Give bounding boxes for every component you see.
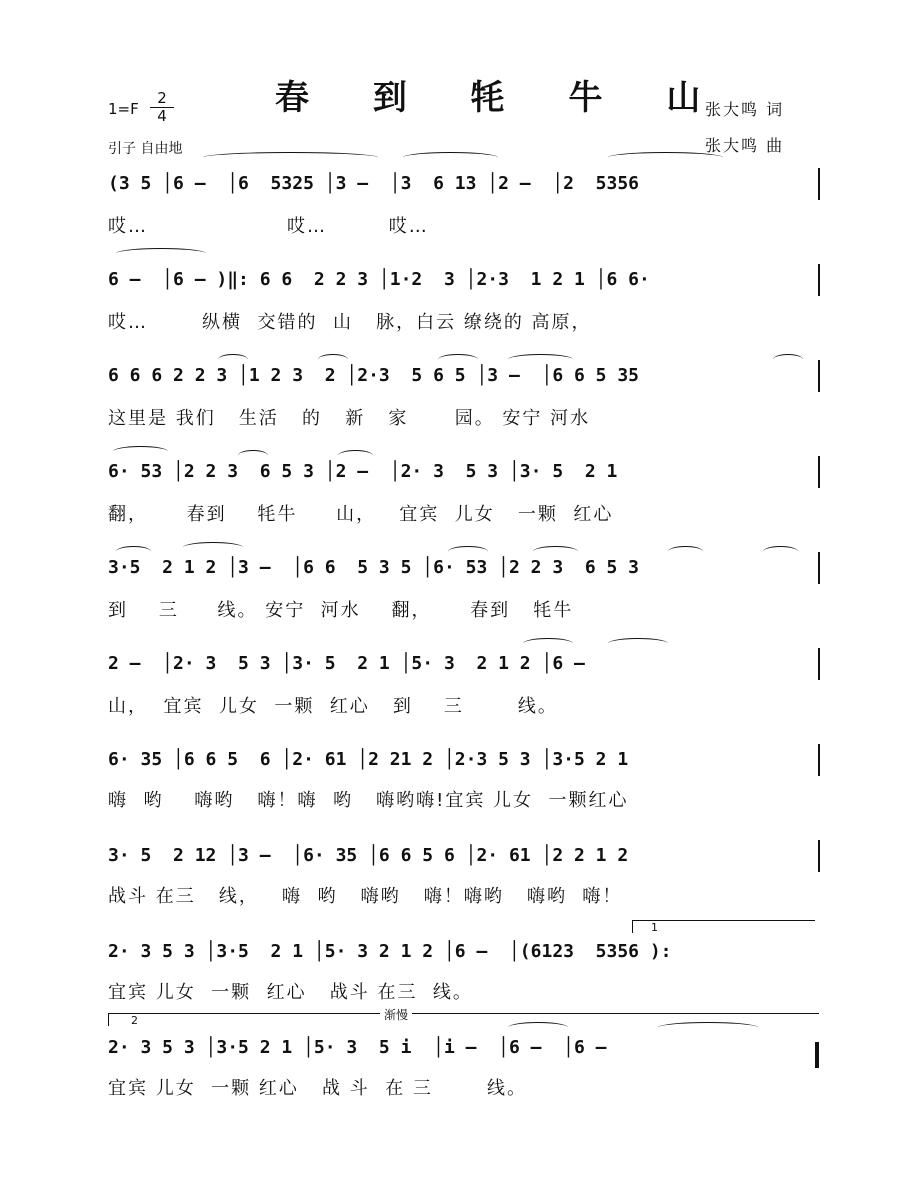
slur — [318, 354, 348, 365]
slur — [508, 354, 573, 365]
lyric-line-2: 哎… 纵横 交错的 山 脉，白云 缭绕的 高原， — [108, 312, 592, 333]
notation-line-7-notes: 6· 35 │6 6 5 6 │2· 61 │2 21 2 │2·3 5 3 │3·5 2 1 — [108, 749, 640, 770]
notation-line-2-notes: 6 – │6 – )‖: 6 6 2 2 3 │1·2 3 │2·3 1 2 1 │6 6· — [108, 269, 661, 290]
notation-line-10-notes: 2· 3 5 3 │3·5 2 1 │5· 3 5 i │i – │6 – │6 – — [108, 1037, 618, 1058]
bar-line — [818, 648, 820, 680]
lyric-line-3: 这里是 我们 生活 的 新 家 园。 安宁 河水 — [108, 408, 591, 429]
slur — [773, 354, 803, 365]
lyric-line-5: 到 三 线。 安宁 河水 翻， 春到 牦牛 — [108, 600, 574, 621]
notation-line-9-notes: 2· 3 5 3 │3·5 2 1 │5· 3 2 1 2 │6 – │(6123 5356 ): — [108, 941, 672, 962]
slur — [203, 152, 378, 163]
slur — [608, 638, 668, 649]
notation-line-6-notes: 2 – │2· 3 5 3 │3· 5 2 1 │5· 3 2 1 2 │6 – — [108, 653, 596, 674]
lyric-line-10: 宜宾 儿女 一颗 红心 战 斗 在 三 线。 — [108, 1078, 527, 1099]
slur — [338, 450, 373, 461]
bar-line — [818, 168, 820, 200]
notation-line-1-notes: (3 5 │6 – │6 5325 │3 – │3 6 13 │2 – │2 5356 — [108, 173, 650, 194]
volta-bracket-1 — [632, 920, 815, 933]
notation-line-9 — [108, 940, 820, 980]
slur — [533, 546, 578, 557]
lyric-line-4: 翻， 春到 牦牛 山， 宜宾 儿女 一颗 红心 — [108, 504, 614, 525]
notation-line-7 — [108, 748, 820, 788]
bar-line — [818, 264, 820, 296]
volta-1-label: 1 — [651, 921, 658, 934]
bar-line — [818, 552, 820, 584]
bar-line — [818, 840, 820, 872]
slur — [183, 542, 243, 553]
notation-line-5-notes: 3·5 2 1 2 │3 – │6 6 5 3 5 │6· 53 │2 2 3 6 5 3 — [108, 557, 650, 578]
notation-line-8-notes: 3· 5 2 12 │3 – │6· 35 │6 6 5 6 │2· 61 │2 2 1 2 — [108, 845, 640, 866]
notation-line-10 — [108, 1036, 820, 1076]
slur — [668, 546, 703, 557]
notation-line-3-notes: 6 6 6 2 2 3 │1 2 3 2 │2·3 5 6 5 │3 – │6 6 5 35 — [108, 365, 650, 386]
key-signature: 1=F — [108, 100, 139, 118]
bar-line — [818, 456, 820, 488]
slur — [763, 546, 798, 557]
time-signature-bottom: 4 — [157, 107, 167, 125]
slur — [238, 450, 268, 461]
slur — [438, 354, 478, 365]
bar-line — [818, 744, 820, 776]
lyric-line-8: 战斗 在三 线， 嗨 哟 嗨哟 嗨！嗨哟 嗨哟 嗨！ — [108, 886, 623, 907]
slur — [658, 1022, 758, 1033]
notation-line-4-notes: 6· 53 │2 2 3 6 5 3 │2 – │2· 3 5 3 │3· 5 2 1 — [108, 461, 629, 482]
lyric-line-9: 宜宾 儿女 一颗 红心 战斗 在三 线。 — [108, 982, 473, 1003]
slur — [116, 248, 206, 259]
song-title: 春 到 牦 牛 山 — [275, 78, 727, 118]
notation-line-2 — [108, 268, 820, 308]
slur — [448, 546, 488, 557]
slur — [523, 638, 573, 649]
time-signature-top: 2 — [150, 90, 174, 108]
notation-line-3 — [108, 364, 820, 404]
intro-marking: 引子 自由地 — [108, 141, 183, 157]
notation-line-5 — [108, 556, 820, 596]
lyric-line-1: 哎… 哎… 哎… — [108, 216, 429, 237]
composer-credit: 张大鸣 曲 — [705, 136, 785, 155]
final-bar-line — [815, 1042, 819, 1068]
slur — [218, 354, 248, 365]
lyricist-credit: 张大鸣 词 — [705, 100, 785, 119]
slur — [608, 152, 723, 163]
bar-line — [818, 360, 820, 392]
time-signature — [150, 90, 174, 125]
slur — [403, 152, 498, 163]
tempo-marking: 渐慢 — [380, 1006, 412, 1023]
volta-2-label: 2 — [131, 1014, 138, 1027]
notation-line-8 — [108, 844, 820, 884]
lyric-line-6: 山， 宜宾 儿女 一颗 红心 到 三 线。 — [108, 696, 558, 717]
slur — [113, 446, 168, 457]
slur — [116, 546, 151, 557]
slur — [508, 1022, 568, 1033]
lyric-line-7: 嗨 哟 嗨哟 嗨！嗨 哟 嗨哟嗨!宜宾 儿女 一颗红心 — [108, 790, 629, 811]
notation-line-6 — [108, 652, 820, 692]
notation-line-4 — [108, 460, 820, 500]
notation-line-1 — [108, 172, 820, 212]
